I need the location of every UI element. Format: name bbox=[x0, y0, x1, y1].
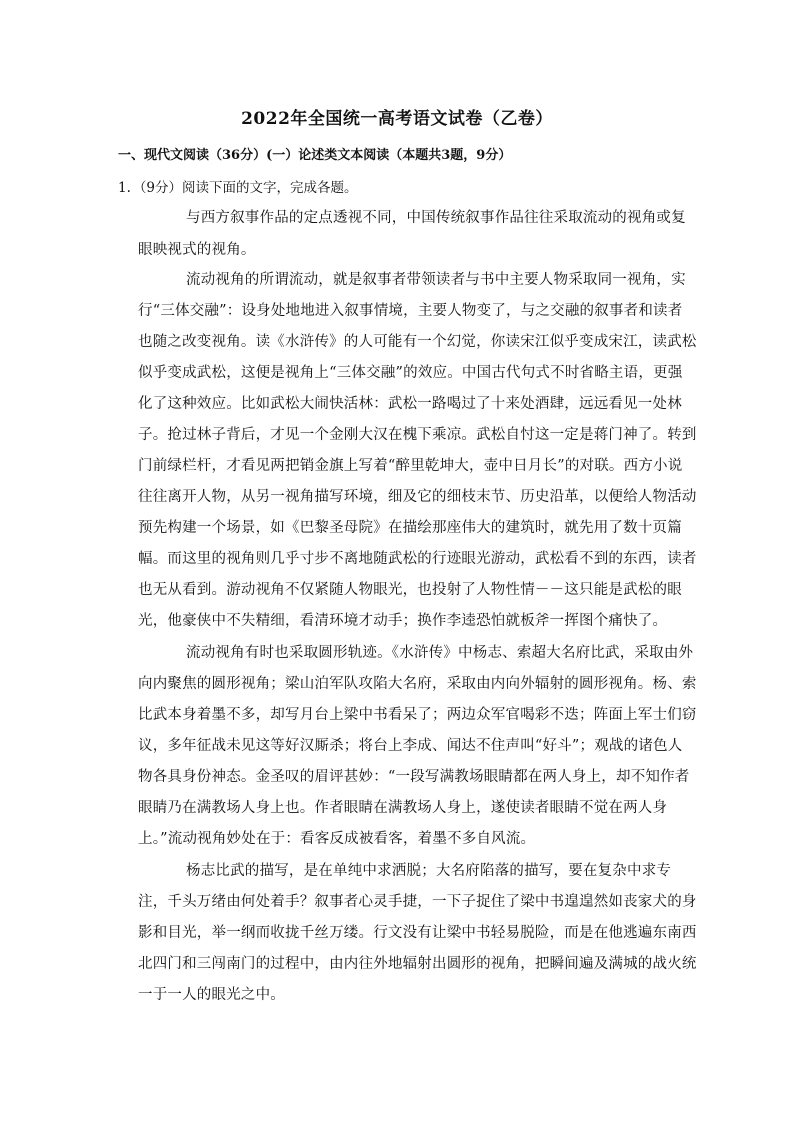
paragraph-line: 门前绿栏杆，才看见两把销金旗上写着“醉里乾坤大，壶中日月长”的对联。西方小说 bbox=[138, 458, 683, 474]
question-prompt bbox=[118, 176, 357, 196]
paragraph-line: 光，他豪侠中不失精细，看清环境才动手；换作李逵恐怕就板斧一挥图个痛快了。 bbox=[138, 613, 668, 629]
paragraph-line: 化了这种效应。比如武松大闹快活林：武松一路喝过了十来处酒肆，远远看见一处林 bbox=[138, 396, 682, 412]
paragraph-line: 流动视角的所谓流动，就是叙事者带领读者与书中主要人物采取同一视角，实 bbox=[186, 272, 686, 288]
paragraph-line: 眼映视式的视角。 bbox=[138, 242, 256, 258]
paragraph-line: 议，多年征战未见这等好汉厮杀；将台上李成、闻达不住声叫“好斗”；观战的诸色人 bbox=[138, 738, 683, 754]
paragraph-line: 幅。而这里的视角则几乎寸步不离地随武松的行迹眼光游动，武松看不到的东西，读者 bbox=[138, 551, 697, 567]
paragraph-line: 子。抢过林子背后，才见一个金刚大汉在槐下乘凉。武松自忖这一定是蒋门神了。转到 bbox=[138, 427, 697, 443]
exam-title: 2022年全国统一高考语文试卷（乙卷） bbox=[241, 109, 553, 129]
paragraph-line: 比武本身着墨不多，却写月台上梁中书看呆了；两边众军官喝彩不迭；阵面上军士们窃 bbox=[138, 707, 697, 723]
question-instruction: （9分）阅读下面的文字，完成各题。 bbox=[132, 180, 358, 196]
paragraph-line: 一于一人的眼光之中。 bbox=[138, 987, 285, 1003]
paragraph-line: 影和目光，举一纲而收拢千丝万缕。行文没有让梁中书轻易脱险，而是在他逃遍东南西 bbox=[138, 925, 697, 941]
paragraph-line: 往往离开人物，从另一视角描写环境，细及它的细枝末节、历史沿革，以便给人物活动 bbox=[138, 489, 697, 505]
paragraph-line: 向内聚焦的圆形视角；梁山泊军队攻陷大名府，采取由内向外辐射的圆形视角。杨、索 bbox=[138, 676, 697, 692]
paragraph-line: 眼睛乃在满教场人身上也。作者眼睛在满教场人身上，遂使读者眼睛不觉在两人身 bbox=[138, 800, 668, 816]
paragraph-line: 物各具身份神态。金圣叹的眉评甚妙：“一段写满教场眼睛都在两人身上，却不知作者 bbox=[138, 769, 690, 785]
paragraph-line: 也随之改变视角。读《水浒传》的人可能有一个幻觉，你读宋江似乎变成宋江，读武松 bbox=[138, 334, 697, 350]
section-heading: 一、现代文阅读（36分）(一）论述类文本阅读（本题共3题，9分） bbox=[118, 148, 512, 163]
paragraph-line: 流动视角有时也采取圆形轨迹。《水浒传》中杨志、索超大名府比武，采取由外 bbox=[186, 645, 694, 661]
paragraph-line: 预先构建一个场景，如《巴黎圣母院》在描绘那座伟大的建筑时，就先用了数十页篇 bbox=[138, 520, 682, 536]
question-number: 1. bbox=[118, 180, 131, 196]
paragraph-line: 也无从看到。游动视角不仅紧随人物眼光，也投射了人物性情－－这只能是武松的眼 bbox=[138, 582, 682, 598]
paragraph-line: 与西方叙事作品的定点透视不同，中国传统叙事作品往往采取流动的视角或复 bbox=[186, 210, 686, 226]
paragraph-line: 行“三体交融”：设身处地地进入叙事情境，主要人物变了，与之交融的叙事者和读者 bbox=[138, 303, 683, 319]
paragraph-line: 上。”流动视角妙处在于：看客反成被看客，着墨不多自风流。 bbox=[138, 831, 536, 847]
paragraph-line: 杨志比武的描写，是在单纯中求洒脱；大名府陷落的描写，要在复杂中求专 bbox=[186, 863, 672, 879]
paragraph-line: 注，千头万绪由何处着手？叙事者心灵手捷，一下子捉住了梁中书遑遑然如丧家犬的身 bbox=[138, 894, 697, 910]
paragraph-line: 似乎变成武松，这便是视角上“三体交融”的效应。中国古代句式不时省略主语，更强 bbox=[138, 365, 683, 381]
paragraph-line: 北四门和三闯南门的过程中，由内往外地辐射出圆形的视角，把瞬间遍及满城的战火统 bbox=[138, 956, 697, 972]
